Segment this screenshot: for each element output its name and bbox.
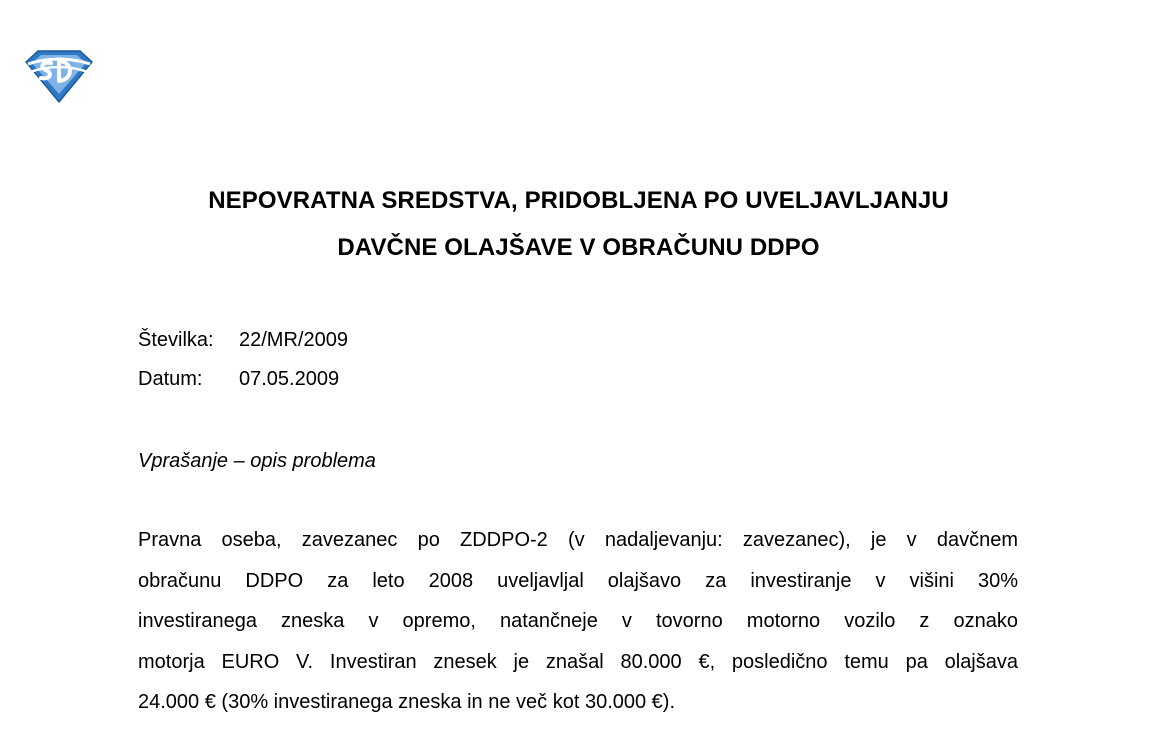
body-paragraph xyxy=(138,527,1018,730)
paragraph-line: investiranega zneska v opremo, natančneje v tovorno motorno vozilo z oznako xyxy=(138,610,1018,632)
paragraph-line: motorja EURO V. Investiran znesek je znašal 80.000 €, posledično temu pa olajšava xyxy=(138,650,1018,673)
sd-logo-icon xyxy=(22,48,96,104)
number-label: Številka: xyxy=(138,329,214,351)
date-value: 07.05.2009 xyxy=(239,368,340,390)
document-title-line-2: DAVČNE OLAJŠAVE V OBRAČUNU DDPO xyxy=(337,234,820,261)
number-row xyxy=(138,327,348,353)
paragraph-line: obračunu DDPO za leto 2008 uveljavljal olajšavo za investiranje v višini 30% xyxy=(138,569,1018,592)
section-heading: Vprašanje – opis problema xyxy=(138,450,376,472)
paragraph-line: Pravna oseba, zavezanec po ZDDPO-2 (v nadaljevanju: zavezanec), je v davčnem xyxy=(138,529,1018,551)
number-value: 22/MR/2009 xyxy=(239,329,348,351)
document-title-line-1: NEPOVRATNA SREDSTVA, PRIDOBLJENA PO UVELJAVLJANJU xyxy=(208,187,949,214)
paragraph-line: 24.000 € (30% investiranega zneska in ne več kot 30.000 €). xyxy=(138,691,676,713)
date-row xyxy=(138,366,339,392)
date-label: Datum: xyxy=(138,368,203,390)
